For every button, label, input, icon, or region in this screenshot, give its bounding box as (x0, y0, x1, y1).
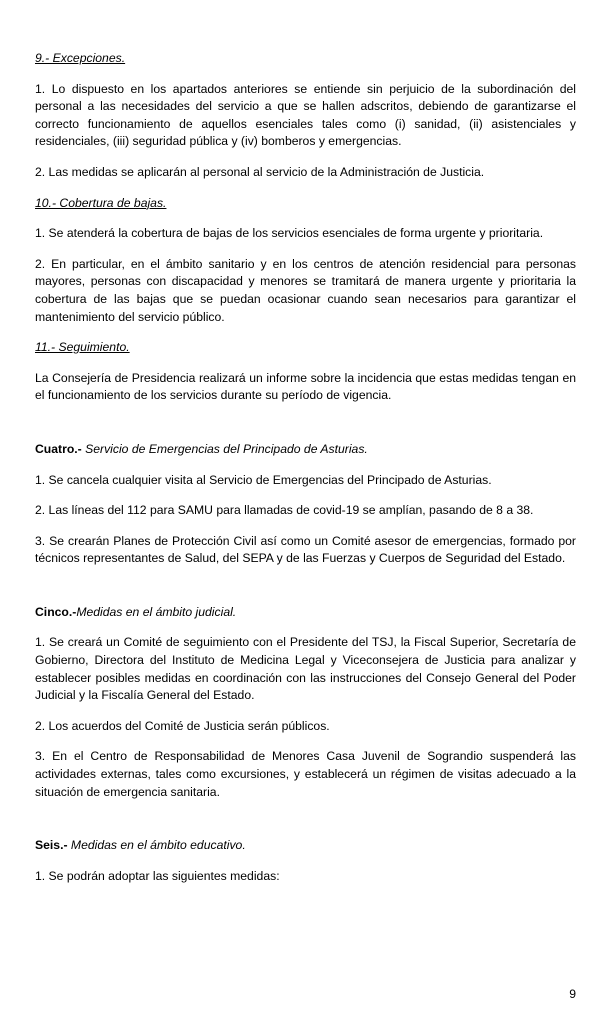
section-heading-cinco-lead: Cinco.- (35, 604, 77, 619)
paragraph: 1. Se cancela cualquier visita al Servicio de Emergencias del Principado de Asturias. (35, 472, 492, 487)
section-heading-seis (35, 837, 576, 855)
paragraph: 3. En el Centro de Responsabilidad de Menores Casa Juvenil de Sograndio suspenderá las actividades externas, tales como excursiones, y establecerá un régimen de visitas adecuado a la situación de emergencia sanitaria. (35, 749, 576, 799)
section-heading-seis-rest: Medidas en el ámbito educativo. (67, 838, 246, 853)
paragraph: 1. Se atenderá la cobertura de bajas de los servicios esenciales de forma urgente y prioritaria. (35, 226, 544, 241)
section-heading-cuatro-rest: Servicio de Emergencias del Principado de Asturias. (81, 441, 368, 456)
page-number: 9 (569, 987, 576, 1001)
section-heading-excepciones: 9.- Excepciones. (35, 51, 126, 65)
section-heading-cinco (35, 604, 576, 622)
paragraph: 1. Lo dispuesto en los apartados anteriores se entiende sin perjuicio de la subordinación del personal a las necesidades del servicio a que se hallen adscritos, debiendo de garantizarse el correcto funcionamiento de aquellos esenciales tales como (i) sanidad, (ii) asistenciales y residenciales, (iii) seguridad pública y (iv) bomberos y emergencias. (35, 81, 576, 149)
paragraph: 1. Se podrán adoptar las siguientes medidas: (35, 868, 280, 883)
vertical-spacer (35, 581, 576, 604)
paragraph: 2. En particular, en el ámbito sanitario y en los centros de atención residencial para personas mayores, personas con discapacidad y menores se tramitará de manera urgente y prioritaria la cobertura de las bajas que se puedan ocasionar cuando sean necesarios para garantizar el mantenimiento del servicio público. (35, 256, 576, 324)
section-heading-cobertura-de-bajas: 10.- Cobertura de bajas. (35, 195, 167, 210)
paragraph: La Consejería de Presidencia realizará un informe sobre la incidencia que estas medidas tengan en el funcionamiento de los servicios durante su período de vigencia. (35, 370, 576, 403)
paragraph: 2. Las líneas del 112 para SAMU para llamadas de covid-19 se amplían, pasando de 8 a 38. (35, 503, 534, 518)
section-heading-seis-lead: Seis.- (35, 838, 68, 853)
vertical-spacer (35, 418, 576, 441)
paragraph: 2. Las medidas se aplicarán al personal al servicio de la Administración de Justicia. (35, 164, 485, 179)
section-heading-seguimiento: 11.- Seguimiento. (35, 340, 130, 355)
section-heading-cuatro-lead: Cuatro.- (35, 441, 82, 456)
paragraph: 2. Los acuerdos del Comité de Justicia serán públicos. (35, 718, 330, 733)
section-heading-cuatro (35, 441, 576, 459)
section-heading-cinco-rest: Medidas en el ámbito judicial. (76, 604, 237, 619)
paragraph: 3. Se crearán Planes de Protección Civil así como un Comité asesor de emergencias, formado por técnicos representantes de Salud, del SEPA y de las Fuerzas y Cuerpos de Seguridad del Estado. (35, 533, 576, 566)
paragraph: 1. Se creará un Comité de seguimiento con el Presidente del TSJ, la Fiscal Superior, Secretaría de Gobierno, Directora del Instituto de Medicina Legal y Viceconsejera de Justicia para analizar y establecer posibles medidas en coordinación con las instrucciones del Consejo General del Poder Judicial y la Fiscalía General del Estado. (35, 635, 576, 703)
vertical-spacer (35, 814, 576, 837)
